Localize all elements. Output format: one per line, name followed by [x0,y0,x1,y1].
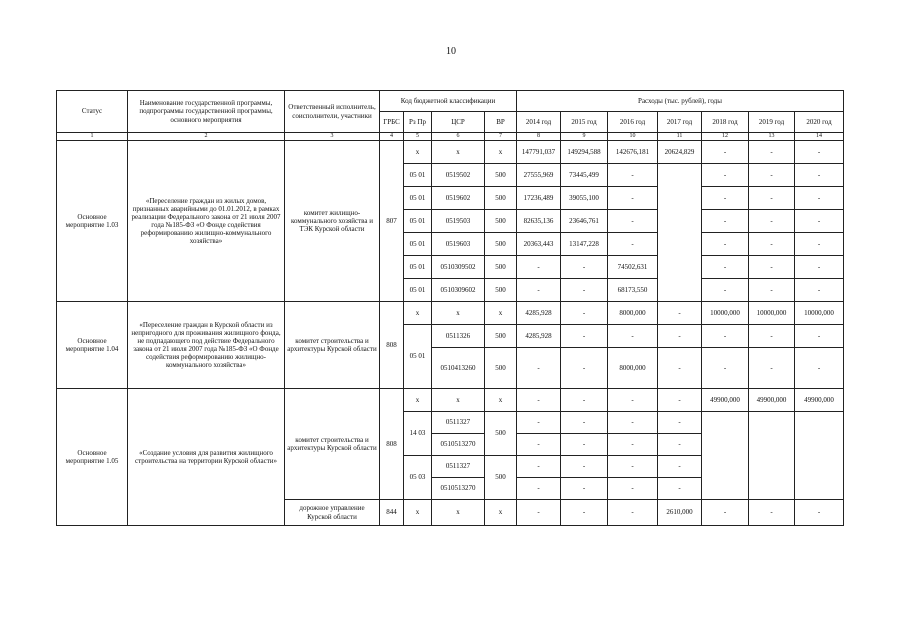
rzpr-cell: 05 01 [404,325,432,389]
table-row [57,141,844,164]
vr-cell: 500 [485,279,517,302]
value-cell: 20624,829 [658,141,702,164]
vr-cell: 500 [485,164,517,187]
csr-cell: 0519603 [432,233,485,256]
value-cell: - [561,500,608,526]
csr-cell: 0510413260 [432,348,485,389]
value-cell: - [517,500,561,526]
col-num: 7 [485,133,517,141]
value-cell: 142676,181 [608,141,658,164]
csr-cell: 0519502 [432,164,485,187]
value-cell: - [658,325,702,348]
responsible-cell: дорожное управление Курской области [285,500,380,526]
vr-cell: 500 [485,348,517,389]
col-num: 11 [658,133,702,141]
value-cell: 74502,631 [608,256,658,279]
value-cell: - [561,434,608,456]
csr-cell: 0511326 [432,325,485,348]
value-cell: - [517,348,561,389]
value-cell: - [561,389,608,412]
value-cell: 149294,588 [561,141,608,164]
col-num: 5 [404,133,432,141]
value-cell: - [749,233,795,256]
value-cell: - [561,302,608,325]
status-cell: Основное мероприятие 1.03 [57,141,128,302]
status-cell: Основное мероприятие 1.04 [57,302,128,389]
value-cell: 8000,000 [608,348,658,389]
vr-cell: 500 [485,256,517,279]
vr-cell: 500 [485,233,517,256]
budget-code-header: Код бюджетной классификации [380,91,517,112]
value-cell-merged [749,412,795,500]
value-cell: - [561,279,608,302]
value-cell: - [517,456,561,478]
rzpr-cell: 05 01 [404,256,432,279]
value-cell: - [749,348,795,389]
value-cell: - [608,412,658,434]
csr-cell: 0511327 [432,412,485,434]
value-cell: - [517,478,561,500]
value-cell: 4285,928 [517,302,561,325]
csr-cell: х [432,141,485,164]
value-cell: - [702,233,749,256]
value-cell-merged [795,412,844,500]
value-cell: - [795,210,844,233]
value-cell: - [795,279,844,302]
rzpr-cell: х [404,500,432,526]
csr-cell: 0510309602 [432,279,485,302]
vr-cell: х [485,141,517,164]
value-cell: - [702,210,749,233]
col-num: 13 [749,133,795,141]
csr-cell: 0519602 [432,187,485,210]
rzpr-cell: 05 01 [404,279,432,302]
value-cell: 82635,136 [517,210,561,233]
value-cell: 17236,489 [517,187,561,210]
col-num: 14 [795,133,844,141]
value-cell: - [749,325,795,348]
vr-cell: 500 [485,325,517,348]
value-cell: 4285,928 [517,325,561,348]
value-cell: - [608,210,658,233]
table-row [57,389,844,412]
event-name: «Переселение граждан в Курской области из непригодного для проживания жилищного фонда, не подпадающего под действие Федерального закона от 21 июля 2007 года №185-ФЗ «О Фонде содействия реформированию жилищно-коммунального хозяйства» [128,302,285,389]
value-cell: - [702,256,749,279]
col-num: 6 [432,133,485,141]
value-cell: - [658,456,702,478]
responsible-cell: комитет строительства и архитектуры Курской области [285,302,380,389]
value-cell: - [749,500,795,526]
header-row [57,91,844,112]
vr-cell: х [485,389,517,412]
rzpr-header: Рз Пр [404,112,432,133]
value-cell: - [608,389,658,412]
value-cell: - [749,164,795,187]
value-cell: 13147,228 [561,233,608,256]
table-row [57,302,844,325]
col-num: 12 [702,133,749,141]
col-num: 2 [128,133,285,141]
rzpr-cell: 05 01 [404,164,432,187]
vr-cell: 500 [485,456,517,500]
value-cell: 8000,000 [608,302,658,325]
value-cell: - [702,325,749,348]
budget-table [56,90,844,526]
value-cell: 23646,761 [561,210,608,233]
event-name: «Создание условия для развития жилищного строительства на территории Курской области» [128,389,285,526]
value-cell: - [517,389,561,412]
vr-cell: х [485,302,517,325]
value-cell: 49900,000 [749,389,795,412]
value-cell: - [658,348,702,389]
value-cell: - [702,279,749,302]
csr-cell: х [432,389,485,412]
value-cell: 49900,000 [702,389,749,412]
value-cell: - [795,348,844,389]
rzpr-cell: х [404,389,432,412]
grbs-cell: 844 [380,500,404,526]
rzpr-cell: 05 03 [404,456,432,500]
value-cell: - [749,279,795,302]
csr-cell: 0519503 [432,210,485,233]
value-cell: - [517,412,561,434]
grbs-cell: 808 [380,389,404,500]
vr-cell: 500 [485,210,517,233]
page-number: 10 [446,46,456,57]
col-num: 3 [285,133,380,141]
value-cell: - [702,164,749,187]
year-header: 2015 год [561,112,608,133]
column-number-row [57,133,844,141]
status-cell: Основное мероприятие 1.05 [57,389,128,526]
value-cell: - [795,187,844,210]
responsible-cell: комитет строительства и архитектуры Курской области [285,389,380,500]
value-cell: - [608,434,658,456]
value-cell: - [608,478,658,500]
value-cell: 20363,443 [517,233,561,256]
value-cell: - [561,412,608,434]
grbs-header: ГРБС [380,112,404,133]
value-cell: 2610,000 [658,500,702,526]
value-cell: - [561,478,608,500]
grbs-cell: 807 [380,141,404,302]
value-cell: - [749,256,795,279]
value-cell: 27555,969 [517,164,561,187]
value-cell: 39055,100 [561,187,608,210]
year-header: 2018 год [702,112,749,133]
vr-cell: 500 [485,187,517,210]
value-cell: 73445,499 [561,164,608,187]
value-cell: 147791,037 [517,141,561,164]
csr-cell: х [432,302,485,325]
value-cell: - [658,478,702,500]
value-cell: - [795,500,844,526]
value-cell: - [795,164,844,187]
vr-cell: х [485,500,517,526]
year-header: 2017 год [658,112,702,133]
value-cell: - [561,348,608,389]
value-cell: 10000,000 [702,302,749,325]
col-num: 1 [57,133,128,141]
name-header: Наименование государственной программы, подпрограммы государственной программы, основного мероприятия [128,91,285,133]
value-cell-merged [702,412,749,500]
value-cell: - [561,325,608,348]
expenses-header: Расходы (тыс. рублей), годы [517,91,844,112]
value-cell: - [658,389,702,412]
value-cell: - [658,412,702,434]
csr-cell: 0511327 [432,456,485,478]
value-cell: - [702,187,749,210]
col-num: 9 [561,133,608,141]
vr-cell: 500 [485,412,517,456]
csr-cell: х [432,500,485,526]
value-cell: 49900,000 [795,389,844,412]
value-cell: - [517,256,561,279]
value-cell: - [561,256,608,279]
col-num: 10 [608,133,658,141]
year-header: 2014 год [517,112,561,133]
year-header: 2020 год [795,112,844,133]
rzpr-cell: х [404,141,432,164]
value-cell: 68173,550 [608,279,658,302]
rzpr-cell: х [404,302,432,325]
value-cell: 10000,000 [749,302,795,325]
value-cell: - [658,302,702,325]
value-cell: - [749,210,795,233]
year-header: 2016 год [608,112,658,133]
value-cell: - [517,279,561,302]
vr-header: ВР [485,112,517,133]
value-cell: - [608,164,658,187]
rzpr-cell: 05 01 [404,187,432,210]
responsible-header: Ответственный исполнитель, соисполнители, участники [285,91,380,133]
value-cell: 10000,000 [795,302,844,325]
value-cell: - [702,500,749,526]
col-num: 8 [517,133,561,141]
csr-cell: 0510513270 [432,478,485,500]
value-cell: - [795,256,844,279]
value-cell: - [517,434,561,456]
grbs-cell: 808 [380,302,404,389]
rzpr-cell: 05 01 [404,233,432,256]
year-header: 2019 год [749,112,795,133]
value-cell: - [608,233,658,256]
col-num: 4 [380,133,404,141]
status-header: Статус [57,91,128,133]
value-cell: - [608,325,658,348]
value-cell: - [702,348,749,389]
value-cell: - [749,187,795,210]
value-cell: - [561,456,608,478]
value-cell: - [608,187,658,210]
responsible-cell: комитет жилищно-коммунального хозяйства и ТЭК Курской области [285,141,380,302]
value-cell-merged [658,164,702,302]
value-cell: - [608,456,658,478]
csr-header: ЦСР [432,112,485,133]
rzpr-cell: 14 03 [404,412,432,456]
csr-cell: 0510309502 [432,256,485,279]
value-cell: - [795,233,844,256]
csr-cell: 0510513270 [432,434,485,456]
value-cell: - [749,141,795,164]
rzpr-cell: 05 01 [404,210,432,233]
value-cell: - [658,434,702,456]
value-cell: - [795,325,844,348]
event-name: «Переселение граждан из жилых домов, признанных аварийными до 01.01.2012, в рамках реализации Федерального закона от 21 июля 2007 года №185-ФЗ «О Фонде содействия реформированию жилищно-коммунального хозяйства» [128,141,285,302]
value-cell: - [702,141,749,164]
value-cell: - [608,500,658,526]
value-cell: - [795,141,844,164]
